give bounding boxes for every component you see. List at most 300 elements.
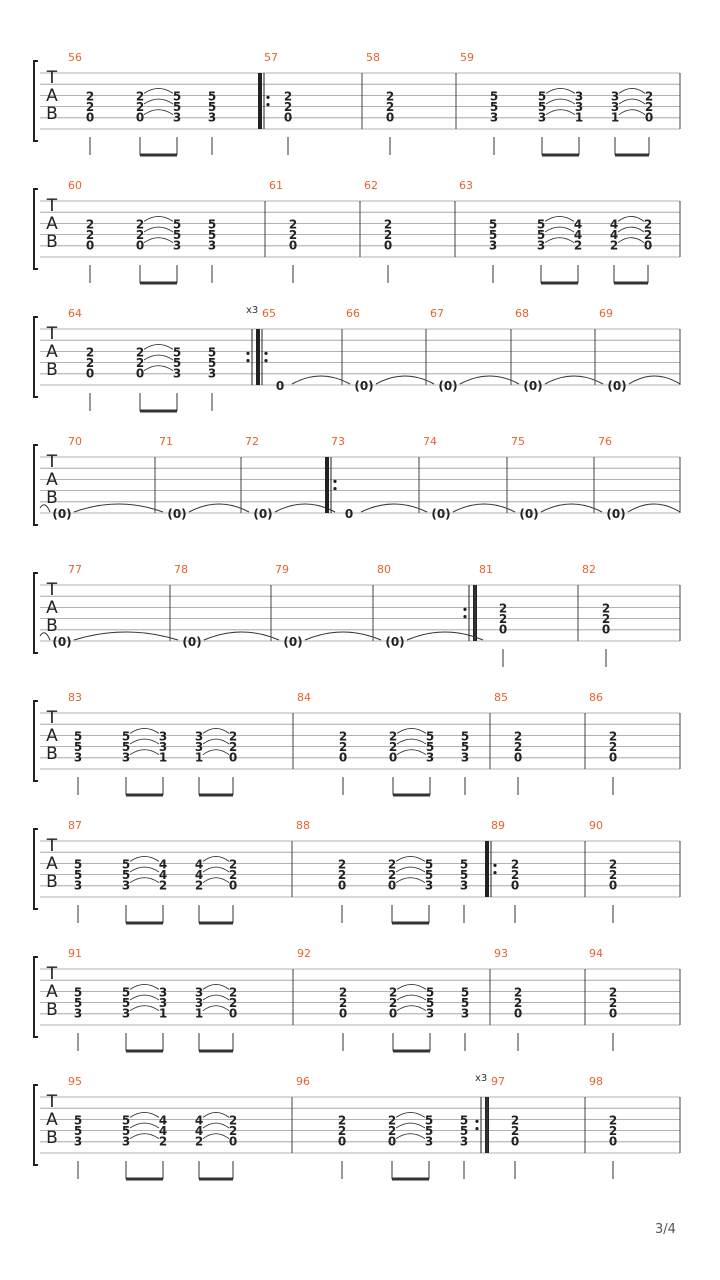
- fret-number: 5: [424, 1113, 434, 1128]
- fret-number: 2: [135, 356, 145, 371]
- measure-number: 58: [366, 51, 380, 64]
- fret-number: 5: [207, 356, 217, 371]
- fret-number: 5: [424, 1124, 434, 1139]
- slur-arc: [397, 1006, 426, 1011]
- slur-arc: [545, 216, 574, 221]
- fret-number: 3: [488, 238, 498, 253]
- fret-number: 5: [73, 985, 83, 1000]
- measure-number: 79: [275, 563, 289, 576]
- fret-number: 2: [228, 1124, 238, 1139]
- fret-number: 3: [425, 750, 435, 765]
- measure-number: 88: [296, 819, 310, 832]
- fret-number: 3: [574, 100, 584, 115]
- measure-number: 90: [589, 819, 603, 832]
- fret-number: 3: [536, 238, 546, 253]
- tie-arc: [292, 376, 350, 384]
- tab-clef-letter: B: [46, 872, 58, 892]
- fret-number: 0: [283, 110, 293, 125]
- fret-number: 0: [337, 1134, 347, 1149]
- fret-number: 1: [574, 110, 584, 125]
- fret-number: 5: [537, 100, 547, 115]
- measure-number: 95: [68, 1075, 82, 1088]
- repeat-dot: [266, 96, 269, 99]
- fret-number: 5: [459, 857, 469, 872]
- fret-number: 0: [387, 1134, 397, 1149]
- slur-arc: [130, 867, 159, 872]
- fret-number: 2: [498, 601, 508, 616]
- tab-system: [34, 435, 680, 525]
- tab-clef-letter: T: [46, 68, 58, 88]
- fret-number: 0: [608, 1134, 618, 1149]
- measure-number: 94: [589, 947, 603, 960]
- fret-number: 4: [609, 217, 619, 232]
- fret-number: 2: [338, 996, 348, 1011]
- fret-number: 2: [135, 217, 145, 232]
- tab-clef-letter: B: [46, 360, 58, 380]
- fret-number: 0: [388, 1006, 398, 1021]
- tab-system: [34, 563, 680, 667]
- tab-clef-letter: A: [46, 470, 58, 490]
- fret-number: 2: [385, 89, 395, 104]
- repeat-dot: [333, 480, 336, 483]
- fret-number: 3: [207, 238, 217, 253]
- repeat-dot: [246, 359, 249, 362]
- fret-number: 5: [121, 729, 131, 744]
- fret-number: 5: [172, 89, 182, 104]
- measure-number: 59: [460, 51, 474, 64]
- slur-arc: [130, 856, 159, 861]
- tie-arc: [74, 632, 178, 640]
- tab-system: [34, 305, 680, 411]
- fret-number: 2: [387, 868, 397, 883]
- fret-number: 2: [383, 228, 393, 243]
- fret-number: 2: [513, 996, 523, 1011]
- fret-number: 0: [608, 1006, 618, 1021]
- fret-number: 0: [337, 878, 347, 893]
- system-bracket: [34, 957, 38, 1037]
- fret-number: 0: [228, 750, 238, 765]
- tab-clef-letter: T: [46, 196, 58, 216]
- fret-number: 2: [158, 878, 168, 893]
- fret-number: 4: [194, 857, 204, 872]
- measure-number: 71: [159, 435, 173, 448]
- fret-number: (0): [167, 507, 187, 521]
- fret-number: 5: [459, 1113, 469, 1128]
- tie-arc: [74, 504, 163, 512]
- fret-number: 0: [608, 878, 618, 893]
- fret-number: 4: [158, 1113, 168, 1128]
- fret-number: 2: [228, 729, 238, 744]
- fret-number: 3: [158, 985, 168, 1000]
- fret-number: 2: [85, 100, 95, 115]
- measure-number: 60: [68, 179, 82, 192]
- tab-clef-letter: A: [46, 598, 58, 618]
- fret-number: 5: [73, 868, 83, 883]
- fret-number: 5: [73, 729, 83, 744]
- slur-arc: [545, 238, 574, 243]
- system-bracket: [34, 61, 38, 141]
- tie-arc: [629, 376, 680, 384]
- fret-number: 0: [387, 878, 397, 893]
- fret-number: 2: [135, 228, 145, 243]
- slur-arc: [396, 1112, 425, 1117]
- fret-number: 3: [460, 1006, 470, 1021]
- slur-arc: [619, 88, 645, 93]
- fret-number: 2: [608, 1124, 618, 1139]
- fret-number: 2: [644, 89, 654, 104]
- fret-number: 2: [158, 1134, 168, 1149]
- measure-number: 96: [296, 1075, 310, 1088]
- fret-number: 5: [425, 996, 435, 1011]
- fret-number: 2: [644, 100, 654, 115]
- slur-arc: [203, 984, 229, 989]
- fret-number: 5: [73, 1124, 83, 1139]
- fret-number: 2: [338, 740, 348, 755]
- fret-number: 1: [194, 1006, 204, 1021]
- fret-number: 0: [388, 750, 398, 765]
- slur-arc: [203, 750, 229, 755]
- measure-number: 89: [491, 819, 505, 832]
- slur-arc: [130, 1134, 159, 1139]
- fret-number: 2: [135, 345, 145, 360]
- repeat-start-thick-bar: [485, 841, 489, 897]
- fret-number: 5: [460, 740, 470, 755]
- slur-arc: [203, 728, 229, 733]
- fret-number: 0: [513, 750, 523, 765]
- fret-number: 2: [194, 1134, 204, 1149]
- fret-number: 3: [610, 89, 620, 104]
- slur-arc: [546, 110, 575, 115]
- measure-number: 86: [589, 691, 603, 704]
- slur-arc: [203, 739, 229, 744]
- fret-number: 5: [536, 217, 546, 232]
- fret-number: 0: [135, 238, 145, 253]
- fret-number: 2: [387, 857, 397, 872]
- slur-arc: [130, 1123, 159, 1128]
- fret-number: 0: [498, 622, 508, 637]
- page-number: 3/4: [655, 1222, 676, 1237]
- measure-number: 63: [459, 179, 473, 192]
- fret-number: (0): [523, 379, 543, 393]
- fret-number: 2: [228, 985, 238, 1000]
- fret-number: (0): [253, 507, 273, 521]
- slur-arc: [203, 1123, 229, 1128]
- fret-number: 2: [228, 996, 238, 1011]
- fret-number: 3: [459, 1134, 469, 1149]
- fret-number: 5: [172, 356, 182, 371]
- fret-number: 2: [85, 356, 95, 371]
- fret-number: 2: [510, 1124, 520, 1139]
- fret-number: 5: [121, 1124, 131, 1139]
- measure-number: 97: [491, 1075, 505, 1088]
- fret-number: 2: [608, 996, 618, 1011]
- fret-number: 0: [228, 1006, 238, 1021]
- fret-number: 2: [608, 1113, 618, 1128]
- fret-number: 2: [288, 217, 298, 232]
- tie-arc: [541, 504, 602, 512]
- fret-number: 2: [385, 100, 395, 115]
- fret-number: 2: [338, 985, 348, 1000]
- fret-number: 3: [172, 238, 182, 253]
- fret-number: 2: [608, 868, 618, 883]
- repeat-dot: [264, 352, 267, 355]
- fret-number: 2: [337, 1113, 347, 1128]
- fret-number: 5: [537, 89, 547, 104]
- measure-number: 75: [511, 435, 525, 448]
- fret-number: 2: [387, 1124, 397, 1139]
- fret-number: 5: [425, 740, 435, 755]
- tab-system: [34, 947, 680, 1051]
- fret-number: 0: [510, 1134, 520, 1149]
- fret-number: 5: [424, 857, 434, 872]
- slur-arc: [144, 99, 173, 104]
- slur-arc: [397, 739, 426, 744]
- fret-number: 0: [644, 110, 654, 125]
- fret-number: 5: [121, 1113, 131, 1128]
- fret-number: 5: [207, 345, 217, 360]
- fret-number: 0: [85, 238, 95, 253]
- tab-clef-letter: T: [46, 1092, 58, 1112]
- fret-number: 3: [489, 110, 499, 125]
- fret-number: 3: [194, 985, 204, 1000]
- slur-arc: [397, 750, 426, 755]
- fret-number: 5: [121, 996, 131, 1011]
- fret-number: 2: [283, 89, 293, 104]
- fret-number: 0: [85, 110, 95, 125]
- tab-system: [34, 1073, 680, 1179]
- slur-arc: [396, 1123, 425, 1128]
- fret-number: 4: [194, 868, 204, 883]
- fret-number: 2: [513, 740, 523, 755]
- fret-number: 5: [73, 996, 83, 1011]
- slur-arc: [144, 227, 173, 232]
- fret-number: 3: [172, 366, 182, 381]
- fret-number: 5: [73, 1113, 83, 1128]
- fret-number: 5: [121, 868, 131, 883]
- fret-number: 3: [73, 878, 83, 893]
- measure-number: 83: [68, 691, 82, 704]
- fret-number: 3: [121, 1006, 131, 1021]
- slur-arc: [619, 99, 645, 104]
- fret-number: 5: [207, 228, 217, 243]
- measure-number: 82: [582, 563, 596, 576]
- slur-arc: [144, 366, 173, 371]
- slur-arc: [130, 1112, 159, 1117]
- slur-arc: [144, 344, 173, 349]
- measure-number: 65: [262, 307, 276, 320]
- fret-number: 5: [425, 985, 435, 1000]
- fret-number: (0): [519, 507, 539, 521]
- system-bracket: [34, 829, 38, 909]
- tie-arc: [204, 632, 279, 640]
- fret-number: 2: [85, 345, 95, 360]
- fret-number: 5: [73, 857, 83, 872]
- fret-number: 0: [135, 110, 145, 125]
- fret-number: 0: [338, 1006, 348, 1021]
- measure-number: 66: [346, 307, 360, 320]
- slur-arc: [203, 878, 229, 883]
- slur-arc: [203, 995, 229, 1000]
- fret-number: 3: [158, 996, 168, 1011]
- system-bracket: [34, 701, 38, 781]
- fret-number: 5: [207, 100, 217, 115]
- fret-number: 2: [643, 217, 653, 232]
- tie-arc: [460, 376, 519, 384]
- slur-arc: [545, 227, 574, 232]
- slur-arc: [130, 984, 159, 989]
- fret-number: (0): [385, 635, 405, 649]
- fret-number: 5: [536, 228, 546, 243]
- slur-arc: [203, 856, 229, 861]
- measure-number: 57: [264, 51, 278, 64]
- tab-clef-letter: B: [46, 616, 58, 636]
- measure-number: 84: [297, 691, 311, 704]
- tab-clef-letter: A: [46, 726, 58, 746]
- slur-arc: [130, 878, 159, 883]
- fret-number: 3: [574, 89, 584, 104]
- tab-clef-letter: B: [46, 104, 58, 124]
- tab-clef-letter: B: [46, 488, 58, 508]
- repeat-dot: [475, 1120, 478, 1123]
- tab-clef-letter: T: [46, 964, 58, 984]
- fret-number: 5: [207, 89, 217, 104]
- slur-arc: [130, 750, 159, 755]
- fret-number: 2: [228, 740, 238, 755]
- measure-number: 73: [331, 435, 345, 448]
- fret-number: 5: [121, 857, 131, 872]
- system-bracket: [34, 445, 38, 525]
- slur-arc: [203, 867, 229, 872]
- fret-number: (0): [431, 507, 451, 521]
- fret-number: 3: [194, 729, 204, 744]
- fret-number: 2: [337, 868, 347, 883]
- fret-number: 0: [275, 379, 285, 393]
- fret-number: 4: [194, 1124, 204, 1139]
- slur-arc: [397, 995, 426, 1000]
- tab-clef-letter: A: [46, 214, 58, 234]
- fret-number: 3: [207, 110, 217, 125]
- measure-number: 72: [245, 435, 259, 448]
- fret-number: 1: [158, 1006, 168, 1021]
- tab-clef-letter: A: [46, 86, 58, 106]
- fret-number: 0: [383, 238, 393, 253]
- fret-number: 3: [425, 1006, 435, 1021]
- fret-number: 0: [601, 622, 611, 637]
- repeat-dot: [264, 359, 267, 362]
- fret-number: 2: [338, 729, 348, 744]
- fret-number: 0: [385, 110, 395, 125]
- system-bracket: [34, 189, 38, 269]
- repeat-dot: [333, 487, 336, 490]
- repeat-dot: [475, 1127, 478, 1130]
- fret-number: 2: [228, 1113, 238, 1128]
- slur-arc: [203, 1134, 229, 1139]
- tab-system: [34, 51, 680, 155]
- fret-number: 2: [601, 601, 611, 616]
- repeat-dot: [493, 864, 496, 867]
- fret-number: 2: [337, 857, 347, 872]
- measure-number: 78: [174, 563, 188, 576]
- tab-clef-letter: A: [46, 982, 58, 1002]
- repeat-dot: [246, 352, 249, 355]
- measure-number: 81: [479, 563, 493, 576]
- fret-number: 5: [489, 89, 499, 104]
- fret-number: 4: [158, 857, 168, 872]
- fret-number: (0): [607, 379, 627, 393]
- fret-number: 2: [388, 740, 398, 755]
- repeat-dot: [463, 608, 466, 611]
- fret-number: 1: [194, 750, 204, 765]
- fret-number: 5: [488, 217, 498, 232]
- measure-number: 74: [423, 435, 437, 448]
- tab-clef-letter: B: [46, 232, 58, 252]
- repeat-dot: [493, 871, 496, 874]
- fret-number: 2: [387, 1113, 397, 1128]
- fret-number: 0: [608, 750, 618, 765]
- fret-number: 5: [425, 729, 435, 744]
- tab-clef-letter: B: [46, 1000, 58, 1020]
- fret-number: 2: [608, 857, 618, 872]
- fret-number: 4: [573, 217, 583, 232]
- tie-arc: [376, 376, 434, 384]
- fret-number: 3: [194, 740, 204, 755]
- slur-arc: [130, 728, 159, 733]
- fret-number: 3: [537, 110, 547, 125]
- fret-number: 4: [194, 1113, 204, 1128]
- fret-number: 3: [194, 996, 204, 1011]
- fret-number: 3: [121, 750, 131, 765]
- measure-number: 61: [269, 179, 283, 192]
- tab-clef-letter: T: [46, 580, 58, 600]
- measure-number: 87: [68, 819, 82, 832]
- measure-number: 70: [68, 435, 82, 448]
- slur-arc: [203, 1112, 229, 1117]
- fret-number: 5: [489, 100, 499, 115]
- fret-number: 3: [460, 750, 470, 765]
- slur-arc: [618, 227, 644, 232]
- fret-number: 3: [73, 750, 83, 765]
- fret-number: 5: [73, 740, 83, 755]
- tab-clef-letter: B: [46, 1128, 58, 1148]
- tie-arc: [189, 504, 249, 512]
- measure-number: 92: [297, 947, 311, 960]
- measure-number: 76: [598, 435, 612, 448]
- fret-number: 5: [172, 100, 182, 115]
- fret-number: 2: [510, 1113, 520, 1128]
- tab-clef-letter: T: [46, 708, 58, 728]
- fret-number: 3: [158, 729, 168, 744]
- fret-number: 2: [85, 228, 95, 243]
- fret-number: 0: [344, 507, 354, 521]
- tab-clef-letter: T: [46, 452, 58, 472]
- tie-arc: [407, 632, 483, 640]
- slur-arc: [397, 984, 426, 989]
- repeat-count: x3: [475, 1073, 488, 1084]
- fret-number: 0: [513, 1006, 523, 1021]
- slur-arc: [130, 1006, 159, 1011]
- fret-number: 2: [608, 985, 618, 1000]
- fret-number: 4: [158, 868, 168, 883]
- slur-arc: [144, 238, 173, 243]
- fret-number: 5: [488, 228, 498, 243]
- fret-number: 5: [121, 985, 131, 1000]
- fret-number: 0: [510, 878, 520, 893]
- fret-number: 2: [85, 89, 95, 104]
- fret-number: 3: [172, 110, 182, 125]
- fret-number: 4: [158, 1124, 168, 1139]
- tab-clef-letter: T: [46, 324, 58, 344]
- fret-number: 2: [643, 228, 653, 243]
